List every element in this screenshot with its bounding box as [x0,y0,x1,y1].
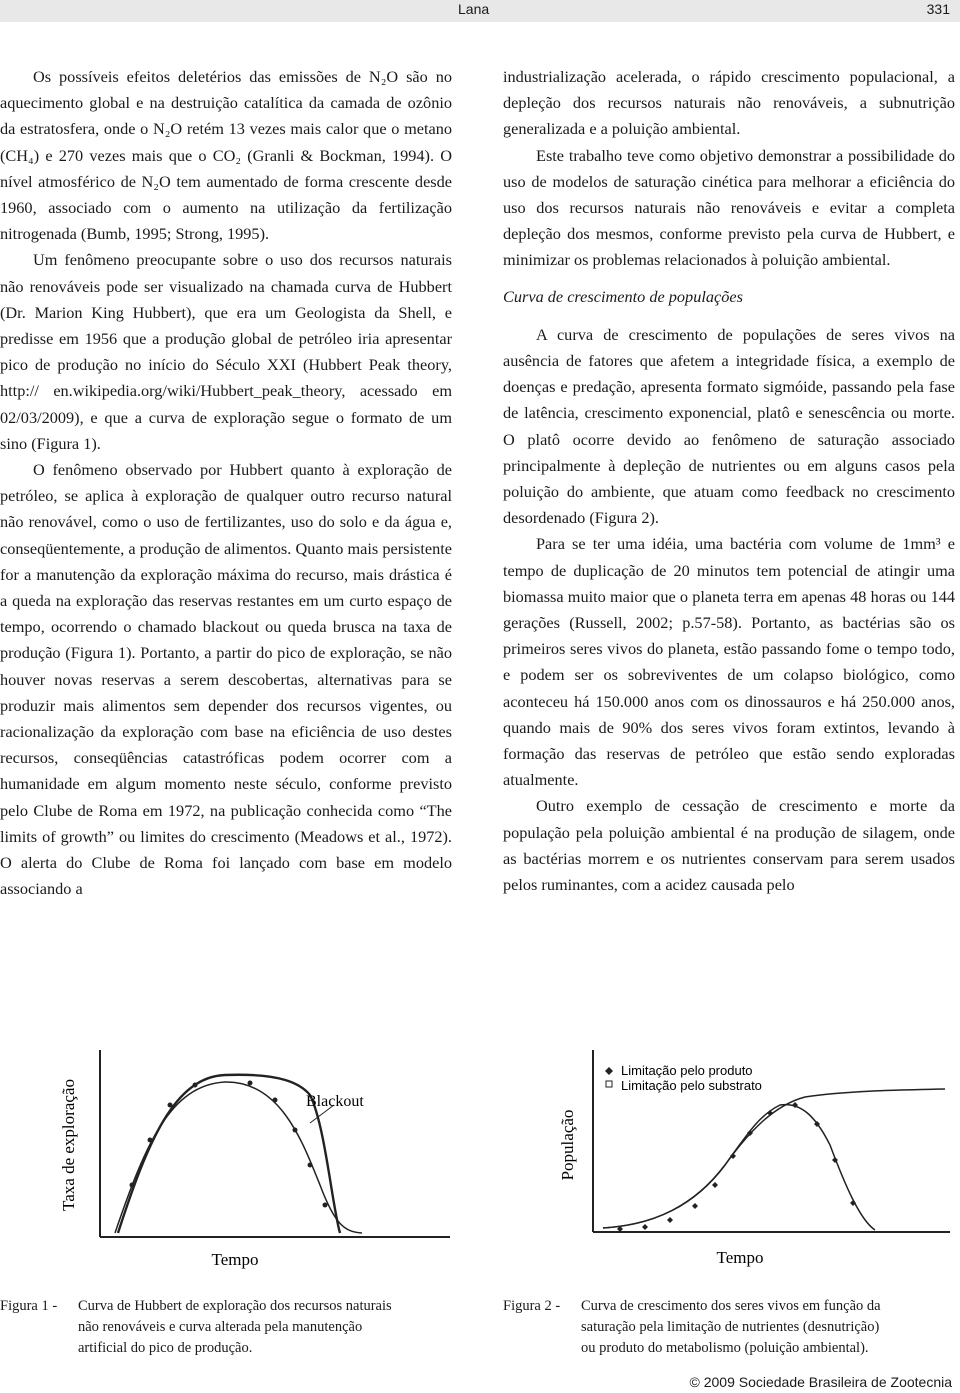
figure-1-caption [0,1296,450,1359]
data-point [667,1217,673,1223]
data-point [692,1203,698,1209]
figure-2-markers [617,1102,856,1232]
square-marker-icon [606,1081,612,1087]
caption-text: Curva de Hubbert de exploração dos recursos naturais [78,1298,392,1314]
running-header-author: Lana [458,1,490,17]
figure-1-x-label: Tempo [211,1250,259,1269]
paragraph: Os possíveis efeitos deletérios das emissões de N₂O são no aquecimento global e na destruição catalítica da camada de ozônio da estratosfera, onde o N₂O retém 13 vezes mais calor que o metano (CH₄) e 270 vezes mais que o CO₂ (Granli & Bockman, 1994). O nível atmosférico de N₂O tem aumentado de forma crescente desde 1960, associado com o aumento na utilização da fertilização nitrogenada (Bumb, 1995; Strong, 1995). [0,67,452,244]
right-column [503,64,955,898]
paragraph: O fenômeno observado por Hubbert quanto à exploração de petróleo, se aplica à exploração de qualquer outro recurso natural não renovável, como o uso de fertilizantes, uso do solo e da água e, conseqüentemente, a produção de alimentos. Quanto mais persistente for a manutenção da exploração máxima do recurso, mais drástica é a queda na exploração das reservas restantes em um curto espaço de tempo, ocorrendo o chamado blackout ou queda brusca na taxa de produção (Figura 1). Portanto, a partir do pico de exploração, se não houver novas reservas a serem descobertas, alternativas para se produzir mais alimentos sem depender dos recursos vigentes, ou racionalização da exploração com base na eficiência de uso destes recursos, conseqüências catastróficas podem ocorrer com a humanidade em algum momento neste século, conforme previsto pelo Clube de Roma em 1972, na publicação conhecida como “The limits of growth” ou limites do crescimento (Meadows et al., 1972). O alerta do Clube de Roma foi lançado com base em modelo associando a [0,460,452,899]
paragraph: Este trabalho teve como objetivo demonstrar a possibilidade do uso de modelos de saturação cinética para melhorar a eficiência do uso dos recursos naturais não renováveis e evitar a completa depleção dos mesmos, conforme previsto pela curva de Hubbert, e minimizar os problemas relacionados à poluição ambiental. [503,145,955,270]
caption-label: Figura 2 - [503,1298,561,1314]
data-point [323,1203,328,1208]
data-point [248,1081,253,1086]
caption-text: não renováveis e curva alterada pela manutenção [78,1319,363,1335]
figure-2-substrate-curve [603,1089,945,1228]
paragraph: Outro exemplo de cessação de crescimento e morte da população pela poluição ambiental é na produção de silagem, onde as bactérias morrem e os nutrientes conservam para serem usados pelos ruminantes, com a acidez causada pelo [503,796,955,895]
caption-text: saturação pela limitação de nutrientes (desnutrição) [581,1319,880,1335]
paragraph: industrialização acelerada, o rápido crescimento populacional, a depleção dos recursos naturais não renováveis, a subnutrição generalizada e a poluição ambiental. [503,67,955,139]
running-header [0,0,960,22]
paragraph: Para se ter uma idéia, uma bactéria com volume de 1mm³ e tempo de duplicação de 20 minutos tem potencial de atingir uma biomassa muito maior que o planeta terra em apenas 48 horas ou 144 gerações (Russell, 2002; p.57-58). Portanto, as bactérias são os primeiros seres vivos do planeta, estão passando fome o tempo todo, e podem ser os sobreviventes de um colapso biológico, como aconteceu há 150.000 anos com os dinossauros e há 250.000 anos, quando mais de 90% dos seres vivos foram extintos, levando à formação das reservas de petróleo que estão sendo exploradas atualmente. [503,534,955,790]
figures [0,1045,960,1300]
data-point [168,1103,173,1108]
caption-label: Figura 1 - [0,1298,58,1314]
data-point [130,1183,135,1188]
caption-text: Curva de crescimento dos seres vivos em função da [581,1298,881,1314]
data-point [767,1110,773,1116]
figure-2-caption [503,1296,955,1359]
data-point [308,1163,313,1168]
caption-text: ou produto do metabolismo (poluição ambiental). [581,1340,869,1356]
figure-1-y-label: Taxa de exploração [59,1079,78,1211]
data-point [642,1224,648,1230]
figure-2-y-label: População [558,1109,577,1181]
diamond-marker-icon [605,1067,613,1075]
paragraph: A curva de crescimento de populações de seres vivos na ausência de fatores que afetem a integridade física, a exemplo de doenças e predação, apresenta formato sigmóide, passando pela fase de latência, crescimento exponencial, platô e senescência ou morte. O platô ocorre devido ao fenômeno de saturação associado principalmente à depleção de nutrientes ou em alguns casos pela poluição do ambiente, que atuam como feedback no crescimento desordenado (Figura 2). [503,324,955,528]
figure-2-legend [605,1063,762,1093]
legend-entry-product: Limitação pelo produto [621,1063,753,1078]
page-number: 331 [926,1,950,17]
figure-1-hubbert-curve [40,1045,456,1285]
figure-1-markers [130,1081,328,1208]
data-point [712,1182,718,1188]
copyright-footer: © 2009 Sociedade Brasileira de Zootecnia [689,1374,952,1390]
data-point [293,1128,298,1133]
left-column [0,64,452,903]
figure-2-growth-curve [545,1045,955,1285]
caption-text: artificial do pico de produção. [78,1340,253,1356]
data-point [273,1098,278,1103]
figure-1-annotation: Blackout [306,1093,364,1110]
figure-2-x-label: Tempo [716,1248,764,1267]
paragraph: Um fenômeno preocupante sobre o uso dos recursos naturais não renováveis pode ser visualizado na chamada curva de Hubbert (Dr. Marion King Hubbert), que era um Geologista da Shell, e predisse em 1956 que a produção global de petróleo iria apresentar pico de produção no início do Século XXI (Hubbert Peak theory, http:// en.wikipedia.org/wiki/Hubbert_peak_theory, acessado em 02/03/2009), e que a curva de exploração segue o formato de um sino (Figura 1). [0,250,452,453]
figure-2-product-curve [603,1105,875,1230]
section-title: Curva de crescimento de populações [503,286,743,306]
data-point [148,1138,153,1143]
legend-entry-substrate: Limitação pelo substrato [621,1078,762,1093]
data-point [193,1083,198,1088]
